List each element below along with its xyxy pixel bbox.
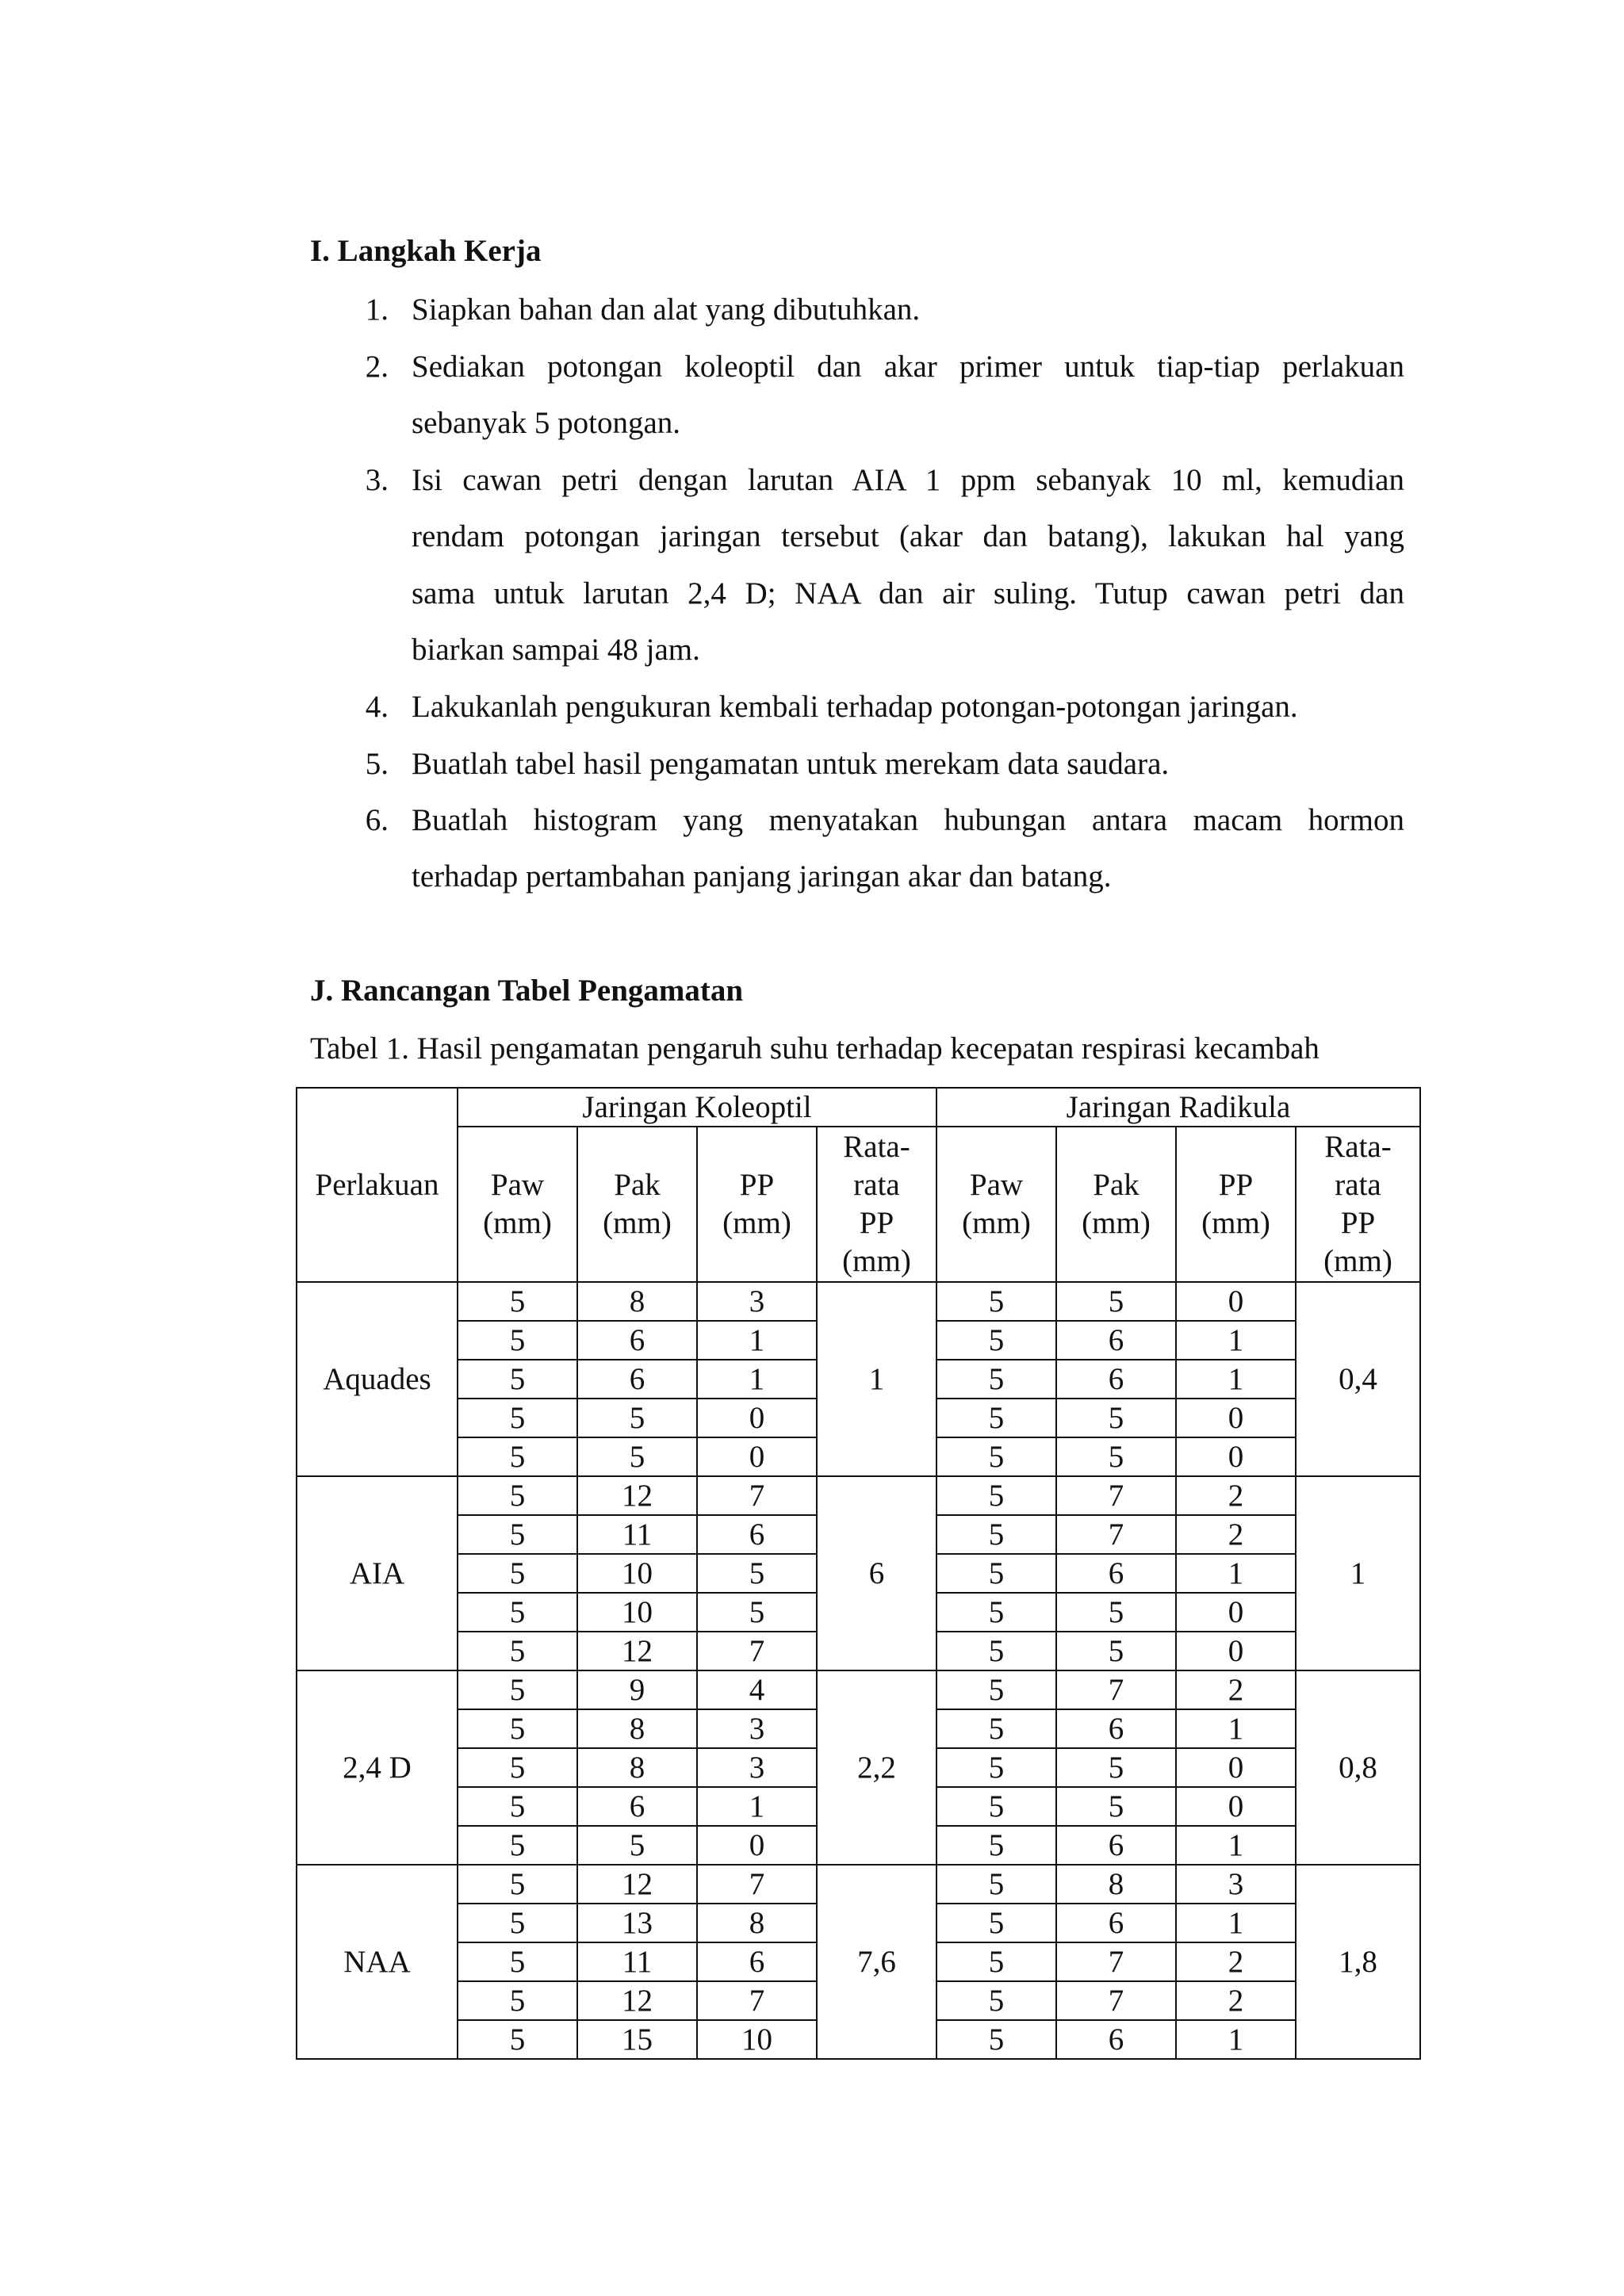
- koleoptil-pp-cell: 6: [697, 1515, 817, 1554]
- koleoptil-average-cell: 1: [817, 1282, 936, 1476]
- radikula-pak-cell: 8: [1056, 1865, 1176, 1904]
- section-j-heading: J. Rancangan Tabel Pengamatan: [310, 974, 744, 1008]
- koleoptil-pak-cell: 8: [577, 1709, 697, 1748]
- step-text-line: terhadap pertambahan panjang jaringan akar dan batang.: [412, 859, 1112, 894]
- radikula-pp-cell: 1: [1176, 1360, 1296, 1399]
- koleoptil-pak-cell: 12: [577, 1632, 697, 1670]
- radikula-average-cell: 1: [1296, 1476, 1420, 1670]
- koleoptil-group-header: Jaringan Koleoptil: [458, 1088, 936, 1127]
- treatment-name: AIA: [297, 1476, 458, 1670]
- step-text-line: Lakukanlah pengukuran kembali terhadap potongan-potongan jaringan.: [412, 690, 1298, 724]
- radikula-pp-cell: 1: [1176, 1321, 1296, 1360]
- radikula-paw-cell: 5: [936, 1904, 1056, 1942]
- koleoptil-paw-cell: 5: [458, 1709, 577, 1748]
- radikula-pp-cell: 0: [1176, 1399, 1296, 1437]
- section-i-heading: I. Langkah Kerja: [310, 234, 542, 268]
- radikula-pp-cell: 2: [1176, 1515, 1296, 1554]
- radikula-pak-cell: 5: [1056, 1437, 1176, 1476]
- perlakuan-header: Perlakuan: [297, 1088, 458, 1282]
- koleoptil-pak-cell: 8: [577, 1282, 697, 1321]
- table-row: [297, 1282, 1420, 1321]
- koleoptil-pp-cell: 4: [697, 1670, 817, 1709]
- radikula-pp-cell: 1: [1176, 1554, 1296, 1593]
- koleoptil-pak-cell: 10: [577, 1593, 697, 1632]
- radikula-paw-cell: 5: [936, 1399, 1056, 1437]
- radikula-paw-cell: 5: [936, 1321, 1056, 1360]
- radikula-pp-cell: 0: [1176, 1437, 1296, 1476]
- koleoptil-pp-cell: 7: [697, 1632, 817, 1670]
- koleoptil-pp-cell: 8: [697, 1904, 817, 1942]
- koleoptil-paw-cell: 5: [458, 1981, 577, 2020]
- radikula-pak-cell: 6: [1056, 1360, 1176, 1399]
- koleoptil-paw-cell: 5: [458, 1865, 577, 1904]
- koleoptil-paw-cell: 5: [458, 1670, 577, 1709]
- step-text-line: sama untuk larutan 2,4 D; NAA dan air suling. Tutup cawan petri dan: [412, 576, 1404, 610]
- koleoptil-pak-cell: 8: [577, 1748, 697, 1787]
- radikula-paw-cell: 5: [936, 1476, 1056, 1515]
- radikula-pak-cell: 7: [1056, 1670, 1176, 1709]
- radikula-pak-cell: 6: [1056, 2020, 1176, 2059]
- step-text-line: Isi cawan petri dengan larutan AIA 1 ppm sebanyak 10 ml, kemudian: [412, 463, 1404, 497]
- radikula-pp-cell: 1: [1176, 1826, 1296, 1865]
- koleoptil-pp-cell: 6: [697, 1942, 817, 1981]
- step-text-line: rendam potongan jaringan tersebut (akar dan batang), lakukan hal yang: [412, 519, 1404, 553]
- radikula-pak-cell: 5: [1056, 1593, 1176, 1632]
- radikula-pp-cell: 0: [1176, 1748, 1296, 1787]
- radikula-paw-cell: 5: [936, 1632, 1056, 1670]
- radikula-paw-cell: 5: [936, 1942, 1056, 1981]
- radikula-group-header: Jaringan Radikula: [936, 1088, 1420, 1127]
- koleoptil-pp-cell: 3: [697, 1282, 817, 1321]
- radikula-paw-cell: 5: [936, 1748, 1056, 1787]
- koleoptil-paw-cell: 5: [458, 1437, 577, 1476]
- step-text-line: sebanyak 5 potongan.: [412, 406, 681, 440]
- koleoptil-pp-cell: 5: [697, 1593, 817, 1632]
- koleoptil-pp-cell: 10: [697, 2020, 817, 2059]
- radikula-pp-cell: 0: [1176, 1632, 1296, 1670]
- koleoptil-paw-cell: 5: [458, 1593, 577, 1632]
- koleoptil-paw-cell: 5: [458, 1399, 577, 1437]
- koleoptil-pak-cell: 15: [577, 2020, 697, 2059]
- radikula-pak-cell: 7: [1056, 1515, 1176, 1554]
- radikula-paw-cell: 5: [936, 1593, 1056, 1632]
- koleoptil-pak-cell: 5: [577, 1826, 697, 1865]
- koleoptil-paw-cell: 5: [458, 1360, 577, 1399]
- koleoptil-paw-cell: 5: [458, 1787, 577, 1826]
- step-text-line: Buatlah tabel hasil pengamatan untuk merekam data saudara.: [412, 747, 1170, 781]
- radikula-average-cell: 1,8: [1296, 1865, 1420, 2059]
- koleoptil-pak-cell: 6: [577, 1321, 697, 1360]
- koleoptil-average-cell: 2,2: [817, 1670, 936, 1865]
- radikula-rata-rata-pp-header: Rata- rata PP (mm): [1296, 1127, 1420, 1282]
- radikula-pak-cell: 6: [1056, 1554, 1176, 1593]
- radikula-pp-header: PP (mm): [1176, 1127, 1296, 1282]
- koleoptil-pp-cell: 7: [697, 1981, 817, 2020]
- koleoptil-pak-cell: 5: [577, 1437, 697, 1476]
- radikula-pak-cell: 6: [1056, 1904, 1176, 1942]
- koleoptil-paw-cell: 5: [458, 1748, 577, 1787]
- radikula-pak-cell: 6: [1056, 1709, 1176, 1748]
- treatment-name: NAA: [297, 1865, 458, 2059]
- koleoptil-pak-cell: 11: [577, 1942, 697, 1981]
- radikula-paw-cell: 5: [936, 1437, 1056, 1476]
- radikula-pp-cell: 2: [1176, 1981, 1296, 2020]
- procedure-step-list: 1. Siapkan bahan dan alat yang dibutuhkan. 2. Sediakan potongan koleoptil dan akar primer untuk tiap-tiap perlakuan sebanyak 5 potongan. 3. Isi cawan petri dengan larutan AIA 1 ppm sebanyak 10 ml, kemudian rendam potongan jaringan tersebut (akar dan batang), lakukan hal yang sama untuk larutan 2,4 D; NAA dan air suling. Tutup cawan petri dan biarkan sampai 48 jam. 4. Lakukanlah pengukuran kembali terhadap potongan-potongan jaringan. 5. Buatlah tabel hasil pengamatan untuk merekam data saudara. 6. Buatlah histogram yang menyatakan hubungan antara macam hormon terhadap pertambahan panjang jaringan akar dan batang.: [0, 0, 1624, 951]
- radikula-pp-cell: 0: [1176, 1593, 1296, 1632]
- koleoptil-pp-cell: 1: [697, 1787, 817, 1826]
- koleoptil-pp-cell: 5: [697, 1554, 817, 1593]
- radikula-paw-cell: 5: [936, 2020, 1056, 2059]
- radikula-paw-cell: 5: [936, 1981, 1056, 2020]
- koleoptil-paw-cell: 5: [458, 2020, 577, 2059]
- step-text-line: Sediakan potongan koleoptil dan akar primer untuk tiap-tiap perlakuan: [412, 350, 1404, 384]
- radikula-pp-cell: 2: [1176, 1670, 1296, 1709]
- radikula-pp-cell: 2: [1176, 1476, 1296, 1515]
- radikula-pp-cell: 3: [1176, 1865, 1296, 1904]
- koleoptil-pp-cell: 7: [697, 1865, 817, 1904]
- radikula-pp-cell: 1: [1176, 1709, 1296, 1748]
- koleoptil-pak-cell: 9: [577, 1670, 697, 1709]
- table-row: [297, 1670, 1420, 1709]
- table-row: [297, 1476, 1420, 1515]
- koleoptil-pp-cell: 1: [697, 1321, 817, 1360]
- radikula-pp-cell: 0: [1176, 1787, 1296, 1826]
- koleoptil-pp-cell: 3: [697, 1709, 817, 1748]
- radikula-pak-cell: 5: [1056, 1399, 1176, 1437]
- table-row: [297, 1865, 1420, 1904]
- koleoptil-pak-header: Pak (mm): [577, 1127, 697, 1282]
- koleoptil-paw-cell: 5: [458, 1476, 577, 1515]
- radikula-paw-header: Paw (mm): [936, 1127, 1056, 1282]
- koleoptil-paw-cell: 5: [458, 1942, 577, 1981]
- radikula-paw-cell: 5: [936, 1670, 1056, 1709]
- radikula-paw-cell: 5: [936, 1709, 1056, 1748]
- koleoptil-pp-cell: 1: [697, 1360, 817, 1399]
- step-text-line: Siapkan bahan dan alat yang dibutuhkan.: [412, 293, 921, 327]
- koleoptil-paw-cell: 5: [458, 1554, 577, 1593]
- radikula-pak-cell: 5: [1056, 1282, 1176, 1321]
- radikula-average-cell: 0,8: [1296, 1670, 1420, 1865]
- table-caption: Tabel 1. Hasil pengamatan pengaruh suhu terhadap kecepatan respirasi kecambah: [310, 1031, 1320, 1066]
- radikula-pp-cell: 2: [1176, 1942, 1296, 1981]
- koleoptil-average-cell: 6: [817, 1476, 936, 1670]
- koleoptil-paw-cell: 5: [458, 1632, 577, 1670]
- radikula-paw-cell: 5: [936, 1865, 1056, 1904]
- koleoptil-average-cell: 7,6: [817, 1865, 936, 2059]
- treatment-name: 2,4 D: [297, 1670, 458, 1865]
- radikula-pak-cell: 5: [1056, 1632, 1176, 1670]
- radikula-pak-cell: 5: [1056, 1748, 1176, 1787]
- radikula-pak-cell: 7: [1056, 1981, 1176, 2020]
- radikula-paw-cell: 5: [936, 1360, 1056, 1399]
- radikula-paw-cell: 5: [936, 1282, 1056, 1321]
- koleoptil-pp-cell: 0: [697, 1826, 817, 1865]
- radikula-pak-cell: 6: [1056, 1826, 1176, 1865]
- koleoptil-pak-cell: 10: [577, 1554, 697, 1593]
- radikula-paw-cell: 5: [936, 1787, 1056, 1826]
- koleoptil-paw-header: Paw (mm): [458, 1127, 577, 1282]
- koleoptil-pak-cell: 11: [577, 1515, 697, 1554]
- radikula-paw-cell: 5: [936, 1826, 1056, 1865]
- koleoptil-pp-cell: 0: [697, 1437, 817, 1476]
- koleoptil-pak-cell: 5: [577, 1399, 697, 1437]
- koleoptil-paw-cell: 5: [458, 1904, 577, 1942]
- koleoptil-paw-cell: 5: [458, 1282, 577, 1321]
- radikula-pak-cell: 5: [1056, 1787, 1176, 1826]
- koleoptil-paw-cell: 5: [458, 1515, 577, 1554]
- step-text-line: Buatlah histogram yang menyatakan hubungan antara macam hormon: [412, 803, 1404, 837]
- radikula-average-cell: 0,4: [1296, 1282, 1420, 1476]
- koleoptil-pp-cell: 7: [697, 1476, 817, 1515]
- koleoptil-pak-cell: 12: [577, 1476, 697, 1515]
- radikula-pak-cell: 7: [1056, 1476, 1176, 1515]
- radikula-paw-cell: 5: [936, 1515, 1056, 1554]
- radikula-pak-cell: 6: [1056, 1321, 1176, 1360]
- radikula-pp-cell: 1: [1176, 2020, 1296, 2059]
- observation-table: [296, 1087, 1421, 2060]
- koleoptil-pak-cell: 6: [577, 1787, 697, 1826]
- koleoptil-pp-cell: 0: [697, 1399, 817, 1437]
- radikula-pak-header: Pak (mm): [1056, 1127, 1176, 1282]
- radikula-pp-cell: 0: [1176, 1282, 1296, 1321]
- radikula-pak-cell: 7: [1056, 1942, 1176, 1981]
- koleoptil-pak-cell: 12: [577, 1865, 697, 1904]
- koleoptil-pak-cell: 13: [577, 1904, 697, 1942]
- koleoptil-paw-cell: 5: [458, 1321, 577, 1360]
- koleoptil-pp-cell: 3: [697, 1748, 817, 1787]
- koleoptil-paw-cell: 5: [458, 1826, 577, 1865]
- koleoptil-pp-header: PP (mm): [697, 1127, 817, 1282]
- koleoptil-pak-cell: 12: [577, 1981, 697, 2020]
- treatment-name: Aquades: [297, 1282, 458, 1476]
- koleoptil-rata-rata-pp-header: Rata- rata PP (mm): [817, 1127, 936, 1282]
- radikula-pp-cell: 1: [1176, 1904, 1296, 1942]
- koleoptil-pak-cell: 6: [577, 1360, 697, 1399]
- radikula-paw-cell: 5: [936, 1554, 1056, 1593]
- step-text-line: biarkan sampai 48 jam.: [412, 633, 700, 667]
- column-header-row: [297, 1127, 1420, 1282]
